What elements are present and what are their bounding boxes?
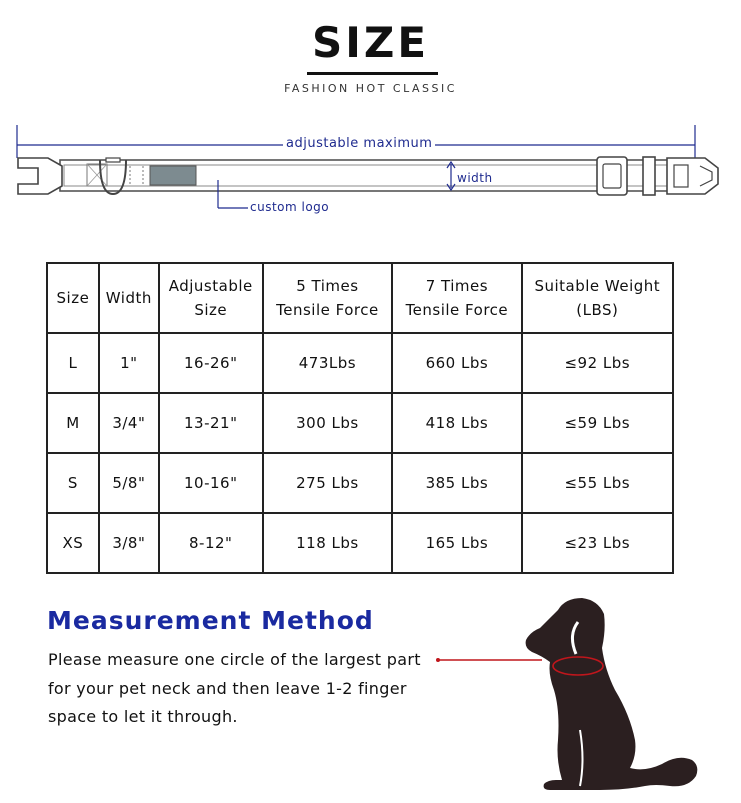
table-row [47,513,673,573]
header-7x-tensile: 7 Times Tensile Force [392,263,521,333]
measurement-text: Please measure one circle of the largest part for your pet neck and then leave 1-2 finger space to let it through. [48,650,421,726]
collar-diagram [0,120,741,220]
cell-7x: 385 Lbs [392,453,521,513]
cell-size: S [47,453,99,513]
cell-weight: ≤92 Lbs [522,333,673,393]
dog-silhouette-icon [430,590,730,795]
header-width: Width [99,263,159,333]
cell-5x: 300 Lbs [263,393,392,453]
cell-size: M [47,393,99,453]
header-size: Size [47,263,99,333]
cell-width: 5/8" [99,453,159,513]
cell-5x: 473Lbs [263,333,392,393]
table-header-row [47,263,673,333]
cell-7x: 660 Lbs [392,333,521,393]
cell-5x: 275 Lbs [263,453,392,513]
cell-weight: ≤55 Lbs [522,453,673,513]
cell-size: L [47,333,99,393]
cell-weight: ≤59 Lbs [522,393,673,453]
cell-adjustable: 13-21" [159,393,263,453]
cell-adjustable: 10-16" [159,453,263,513]
header-5x-tensile: 5 Times Tensile Force [263,263,392,333]
width-label: width [457,171,493,185]
table-row [47,393,673,453]
cell-adjustable: 16-26" [159,333,263,393]
header-adjustable-size: Adjustable Size [159,263,263,333]
table-row [47,333,673,393]
cell-width: 3/8" [99,513,159,573]
cell-5x: 118 Lbs [263,513,392,573]
measurement-title: Measurement Method [47,606,374,635]
cell-width: 1" [99,333,159,393]
size-table [46,262,674,574]
cell-size: XS [47,513,99,573]
adjustable-maximum-label: adjustable maximum [283,136,435,151]
page-title: SIZE [311,18,430,67]
cell-width: 3/4" [99,393,159,453]
title-underline [307,72,438,75]
cell-weight: ≤23 Lbs [522,513,673,573]
table-row [47,453,673,513]
page-subtitle: FASHION HOT CLASSIC [284,82,457,95]
custom-logo-label: custom logo [250,200,330,214]
cell-7x: 165 Lbs [392,513,521,573]
cell-7x: 418 Lbs [392,393,521,453]
header-suitable-weight: Suitable Weight (LBS) [522,263,673,333]
cell-adjustable: 8-12" [159,513,263,573]
